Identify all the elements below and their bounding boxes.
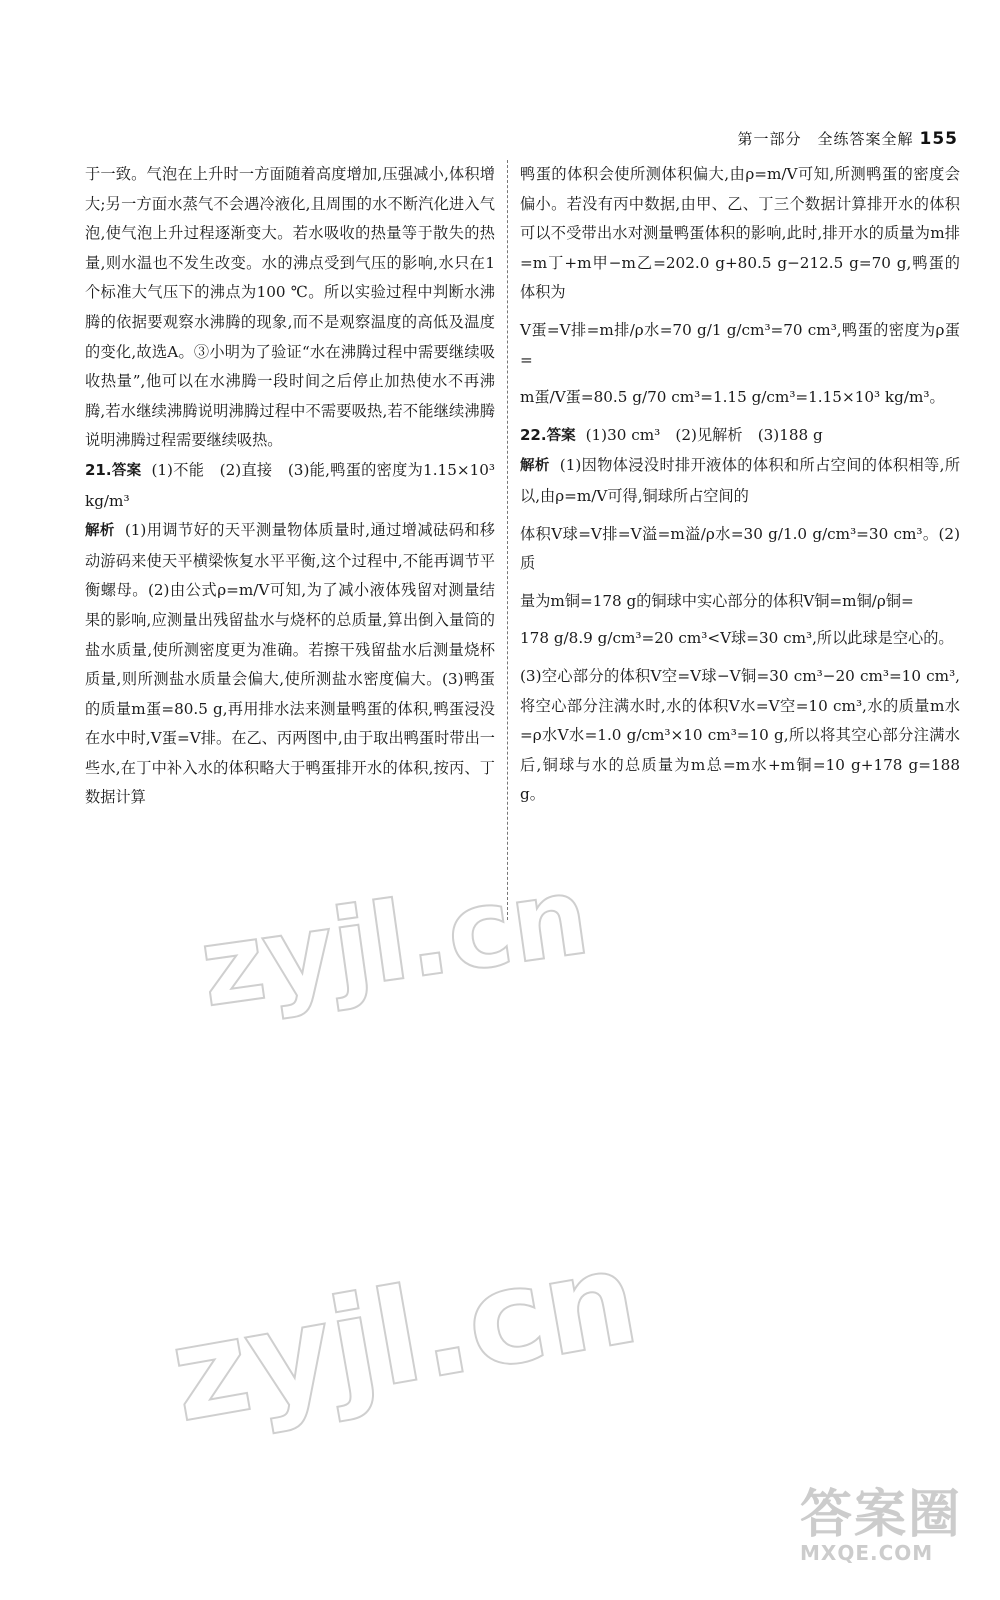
q22-answer-tag: 答案: [546, 427, 576, 444]
question-22: [520, 421, 960, 810]
q21-analysis: [85, 516, 495, 813]
q21-density-equation: m蛋/V蛋=80.5 g/70 cm³=1.15 g/cm³=1.15×10³ kg/m³。: [520, 388, 945, 407]
q22-answer-text: (1)30 cm³ (2)见解析 (3)188 g: [585, 425, 823, 444]
q21-answer-text: (1)不能 (2)直接 (3)能,鸭蛋的密度为1.15×10³ kg/m³: [85, 460, 496, 510]
right-column: [520, 160, 960, 810]
watermark-bottom: zyjl.cn: [160, 1220, 649, 1452]
column-divider: [507, 160, 508, 920]
watermark-top: zyjl.cn: [193, 853, 597, 1032]
watermark-stamp: [800, 1485, 980, 1585]
q22-analysis-4: 178 g/8.9 g/cm³=20 cm³<V球=30 cm³,所以此球是空心的。: [520, 629, 954, 648]
q22-analysis-tag: 解析: [520, 458, 550, 475]
q21-volume-equation: V蛋=V排=m排/ρ水=70 g/1 g/cm³=70 cm³,鸭蛋的密度为ρ蛋=: [520, 320, 960, 369]
page-number: 155: [919, 129, 958, 149]
q22-analysis-3: 量为m铜=178 g的铜球中实心部分的体积V铜=m铜/ρ铜=: [520, 591, 914, 610]
stamp-url: MXQE.COM: [800, 1541, 934, 1565]
q21-number: 21.: [85, 460, 112, 479]
page-header: [737, 128, 958, 149]
left-column: [85, 160, 495, 813]
q21-analysis-continued: 鸭蛋的体积会使所测体积偏大,由ρ=m/V可知,所测鸭蛋的密度会偏小。若没有丙中数据,由甲、乙、丁三个数据计算排开水的体积可以不受带出水对测量鸭蛋体积的影响,此时,排开水的质量为m排=m丁+m甲−m乙=202.0 g+80.5 g−212.5 g=70 g,鸭蛋的体积为: [520, 165, 960, 302]
q22-analysis-5: (3)空心部分的体积V空=V球−V铜=30 cm³−20 cm³=10 cm³,将空心部分注满水时,水的体积V水=V空=10 cm³,水的质量m水=ρ水V水=1.0 g/cm³×10 cm³=10 g,所以将其空心部分注满水后,铜球与水的总质量为m总=m水+m铜=10 g+178 g=188 g。: [520, 666, 960, 804]
q22-answer: [520, 421, 960, 452]
q21-answer: [85, 456, 495, 516]
q21-answer-tag: 答案: [111, 462, 142, 479]
stamp-logo-text: 答案圈: [800, 1485, 963, 1545]
question-21: [85, 456, 495, 813]
q22-analysis-2: 体积V球=V排=V溢=m溢/ρ水=30 g/1.0 g/cm³=30 cm³。(2)质: [520, 524, 960, 573]
section-title: 第一部分 全练答案全解: [737, 130, 914, 148]
q22-analysis-text-1: (1)因物体浸没时排开液体的体积和所占空间的体积相等,所以,由ρ=m/V可得,铜球所占空间的: [520, 456, 961, 505]
q21-analysis-tag: 解析: [85, 523, 115, 540]
q20-continuation: 于一致。气泡在上升时一方面随着高度增加,压强减小,体积增大;另一方面水蒸气不会遇冷液化,且周围的水不断汽化进入气泡,使气泡上升过程逐渐变大。若水吸收的热量等于散失的热量,则水温也不发生改变。水的沸点受到气压的影响,水只在1个标准大气压下的沸点为100 ℃。所以实验过程中判断水沸腾的依据要观察水沸腾的现象,而不是观察温度的高低及温度的变化,故选A。③小明为了验证“水在沸腾过程中需要继续吸收热量”,他可以在水沸腾一段时间之后停止加热使水不再沸腾,若水继续沸腾说明沸腾过程中不需要吸热,若不能继续沸腾说明沸腾过程需要继续吸热。: [85, 165, 495, 450]
q22-number: 22.: [520, 425, 547, 444]
q22-analysis-1: [520, 451, 960, 511]
q21-analysis-text: (1)用调节好的天平测量物体质量时,通过增减砝码和移动游码来使天平横梁恢复水平平衡,这个过程中,不能再调节平衡螺母。(2)由公式ρ=m/V可知,为了减小液体残留对测量结果的影响,应测量出残留盐水与烧杯的总质量,算出倒入量筒的盐水质量,使所测密度更为准确。若擦干残留盐水后测量烧杯质量,则所测盐水质量会偏大,使所测盐水密度偏大。(3)鸭蛋的质量m蛋=80.5 g,再用排水法来测量鸭蛋的体积,鸭蛋浸没在水中时,V蛋=V排。在乙、丙两图中,由于取出鸭蛋时带出一些水,在丁中补入水的体积略大于鸭蛋排开水的体积,按丙、丁数据计算: [85, 521, 495, 807]
